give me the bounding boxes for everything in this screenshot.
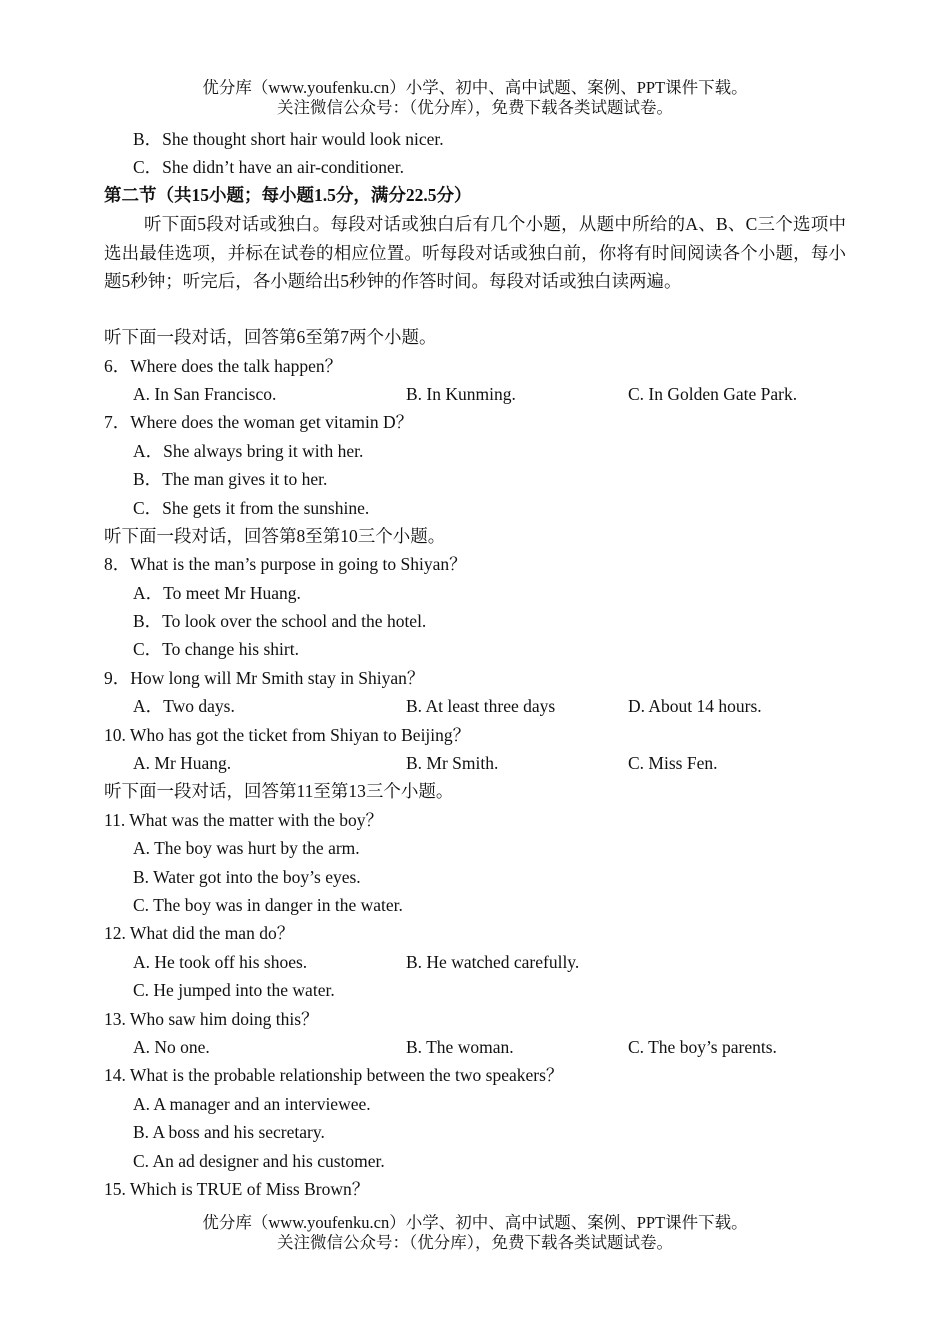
dialog-prompt-1: 听下面一段对话，回答第6至第7两个小题。 <box>104 327 437 347</box>
q11-option-c: C. The boy was in danger in the water. <box>133 895 403 915</box>
question-6-stem: 6．Where does the talk happen？ <box>104 356 343 376</box>
q9-option-b: B. At least three days <box>406 696 556 716</box>
q6-option-b: B. In Kunming. <box>406 384 516 404</box>
question-13-options <box>133 1033 833 1061</box>
q12-option-c: C. He jumped into the water. <box>133 980 335 1000</box>
header-line-1: 优分库（www.youfenku.cn）小学、初中、高中试题、案例、PPT课件下载。 <box>202 78 748 97</box>
question-10-options <box>133 749 833 777</box>
q12-option-a: A. He took off his shoes. <box>133 952 308 972</box>
q11-option-b: B. Water got into the boy’s eyes. <box>133 867 361 887</box>
header-line-2: 关注微信公众号：（优分库），免费下载各类试题试卷。 <box>277 98 673 117</box>
q8-option-a: A．To meet Mr Huang. <box>133 583 301 603</box>
question-10-stem: 10. Who has got the ticket from Shiyan to Beijing？ <box>104 725 471 745</box>
question-8-stem: 8．What is the man’s purpose in going to Shiyan？ <box>104 554 467 574</box>
question-13-stem: 13. Who saw him doing this？ <box>104 1009 319 1029</box>
footer-line-2: 关注微信公众号：（优分库），免费下载各类试题试卷。 <box>277 1233 673 1252</box>
q9-option-d: D. About 14 hours. <box>628 696 762 716</box>
footer-line-1: 优分库（www.youfenku.cn）小学、初中、高中试题、案例、PPT课件下载。 <box>202 1213 748 1232</box>
question-12-options <box>133 948 833 976</box>
question-14-stem: 14. What is the probable relationship between the two speakers？ <box>104 1065 564 1085</box>
section-instructions: 听下面5段对话或独白。每段对话或独白后有几个小题，从题中所给的A、B、C三个选项中选出最佳选项，并标在试卷的相应位置。听每段对话或独白前，你将有时间阅读各个小题，每小题5秒钟；听完后，各小题给出5秒钟的作答时间。每段对话或独白读两遍。 <box>104 214 846 291</box>
q7-option-a: A．She always bring it with her. <box>133 441 364 461</box>
q10-option-b: B. Mr Smith. <box>406 753 499 773</box>
q6-option-a: A. In San Francisco. <box>133 384 277 404</box>
q13-option-a: A. No one. <box>133 1037 210 1057</box>
page-footer <box>0 1213 950 1253</box>
dialog-prompt-2: 听下面一段对话，回答第8至第10三个小题。 <box>104 526 446 546</box>
question-9-stem: 9．How long will Mr Smith stay in Shiyan？ <box>104 668 425 688</box>
q8-option-c: C．To change his shirt. <box>133 639 299 659</box>
q7-option-b: B．The man gives it to her. <box>133 469 328 489</box>
q12-option-b: B. He watched carefully. <box>406 952 580 972</box>
question-11-stem: 11. What was the matter with the boy？ <box>104 810 383 830</box>
section-title: 第二节（共15小题；每小题1.5分，满分22.5分） <box>104 185 472 205</box>
q14-option-a: A. A manager and an interviewee. <box>133 1094 371 1114</box>
question-6-options <box>133 380 833 408</box>
q10-option-a: A. Mr Huang. <box>133 753 232 773</box>
question-12-stem: 12. What did the man do？ <box>104 923 295 943</box>
q11-option-a: A. The boy was hurt by the arm. <box>133 838 360 858</box>
question-7-stem: 7．Where does the woman get vitamin D？ <box>104 412 414 432</box>
dialog-prompt-3: 听下面一段对话，回答第11至第13三个小题。 <box>104 781 454 801</box>
q8-option-b: B．To look over the school and the hotel. <box>133 611 427 631</box>
page-header <box>0 78 950 118</box>
q10-option-c: C. Miss Fen. <box>628 753 718 773</box>
question-15-stem: 15. Which is TRUE of Miss Brown？ <box>104 1179 370 1199</box>
question-9-options <box>133 692 833 720</box>
q6-option-c: C. In Golden Gate Park. <box>628 384 798 404</box>
q5-option-b: B．She thought short hair would look nicer. <box>133 129 444 149</box>
q13-option-c: C. The boy’s parents. <box>628 1037 777 1057</box>
q5-option-c: C．She didn’t have an air-conditioner. <box>133 157 405 177</box>
q7-option-c: C．She gets it from the sunshine. <box>133 498 370 518</box>
q9-option-a: A．Two days. <box>133 696 235 716</box>
q14-option-c: C. An ad designer and his customer. <box>133 1151 385 1171</box>
q13-option-b: B. The woman. <box>406 1037 514 1057</box>
q14-option-b: B. A boss and his secretary. <box>133 1122 325 1142</box>
